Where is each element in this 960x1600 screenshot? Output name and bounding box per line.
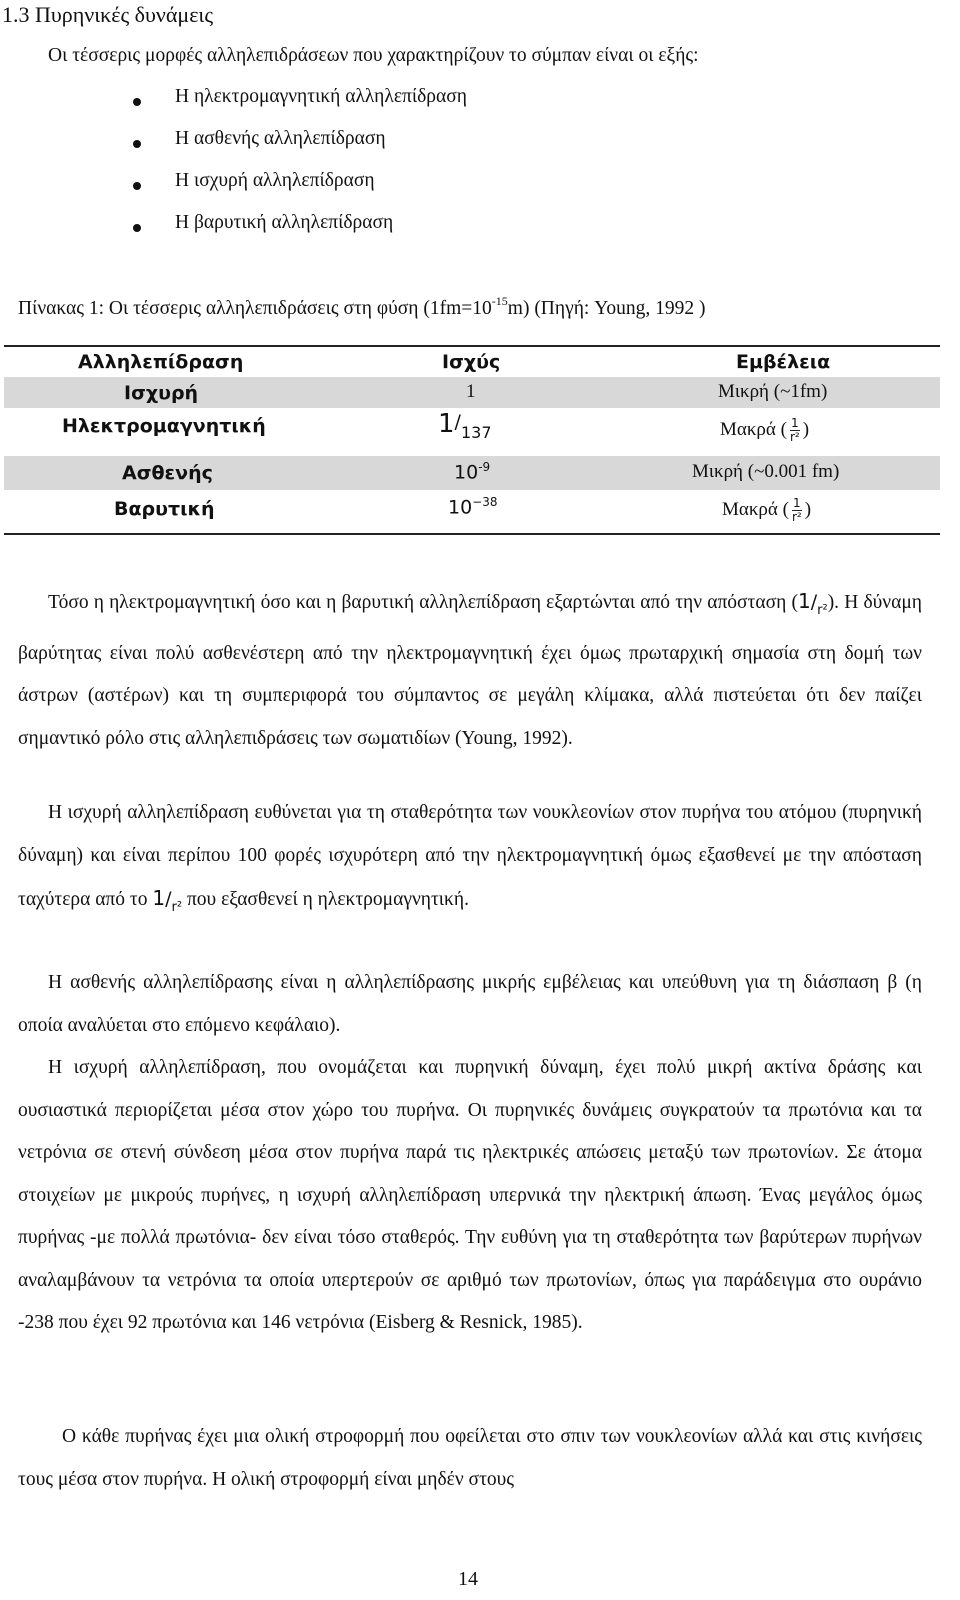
- list-item: [0, 170, 960, 212]
- caption-text: Πίνακας 1: Οι τέσσερις αλληλεπιδράσεις στη φύση (1fm=10: [18, 298, 492, 319]
- cell-interaction-name: Ισχυρή: [124, 382, 199, 404]
- paragraph: [18, 792, 922, 930]
- cell-strength-power: [454, 460, 490, 483]
- paragraph-text: Η ισχυρή αλληλεπίδραση, που ονομάζεται και πυρηνική δύναμη, έχει πολύ μικρή ακτίνα δράσης και ουσιαστικά περιορίζεται μέσα στον χώρο του πυρήνα. Οι πυρηνικές δυνάμεις συγκρατούν τα πρωτόνια και τα νετρόνια σε στενή σύνδεση μέσα στον πυρήνα παρά τις ηλεκτρικές απώσεις μεταξύ των πρωτονίων. Σε άτομα στοιχείων με μικρούς πυρήνες, η ισχυρή αλληλεπίδραση υπερνικά την ηλεκτρική άπωση. Ένας μεγάλος όμως πυρήνας -με πολλά πρωτόνια- δεν είναι τόσο σταθερός. Την ευθύνη για τη σταθερότητα των βαρύτερων πυρήνων αναλαμβάνουν τα νετρόνια τα οποία υπερτερούν σε αριθμό των πρωτονίων, όπως για παράδειγμα στο ουράνιο -238 που έχει 92 πρωτόνια και 146 νετρόνια (Eisberg & Resnick, 1985).: [18, 1057, 922, 1333]
- bullet-icon: [133, 182, 141, 190]
- fraction-denominator: r²: [171, 900, 183, 915]
- caption-exponent: -15: [491, 294, 508, 308]
- paragraph-text: Τόσο η ηλεκτρομαγνητική όσο και η βαρυτική αλληλεπίδραση εξαρτώνται από την απόσταση (: [48, 592, 798, 613]
- page-number: 14: [458, 1568, 478, 1590]
- fraction-denominator: 137: [460, 423, 492, 442]
- column-header-range: Εμβέλεια: [736, 351, 831, 373]
- interaction-list: [0, 86, 960, 254]
- table-top-rule: [4, 345, 940, 347]
- fraction-denominator: r²: [817, 603, 828, 618]
- list-item: [0, 128, 960, 170]
- range-fraction: [792, 497, 802, 524]
- paragraph: [18, 580, 922, 760]
- cell-range: [720, 417, 809, 444]
- paragraph-text: Ο κάθε πυρήνας έχει μια ολική στροφορμή που οφείλεται στο σπιν των νουκλεονίων αλλά και στις κινήσεις τους μέσα στον πυρήνα. Η ολική στροφορμή είναι μηδέν στους: [18, 1426, 922, 1490]
- bullet-icon: [133, 98, 141, 106]
- range-suffix: ): [802, 418, 810, 440]
- list-item-text: Η ηλεκτρομαγνητική αλληλεπίδραση: [175, 86, 467, 107]
- fraction-numerator: 1: [792, 496, 801, 510]
- cell-strength: 1: [466, 381, 476, 402]
- range-suffix: ): [804, 498, 812, 520]
- paragraph-text: Η ισχυρή αλληλεπίδραση ευθύνεται για τη σταθερότητα των νουκλεονίων στον πυρήνα του ατόμου (πυρηνική δύναμη) και είναι περίπου 100 φορές ισχυρότερη από την ηλεκτρομαγνητική όμως εξασθενεί με την απόσταση ταχύτερα από το: [18, 802, 922, 910]
- column-header-interaction: Αλληλεπίδραση: [78, 351, 244, 373]
- list-item-text: Η ισχυρή αλληλεπίδραση: [175, 170, 375, 191]
- column-header-strength: Ισχύς: [442, 351, 501, 373]
- fraction-numerator: 1: [790, 416, 799, 430]
- interactions-table: [4, 345, 940, 535]
- cell-interaction-name: Βαρυτική: [114, 498, 215, 520]
- table-bottom-rule: [4, 533, 940, 535]
- paragraph: [18, 1047, 922, 1345]
- range-prefix: Μακρά (: [720, 418, 787, 440]
- caption-text-end: m) (Πηγή: Young, 1992 ): [507, 298, 706, 319]
- range-fraction: [790, 417, 800, 444]
- list-item-text: Η ασθενής αλληλεπίδραση: [175, 128, 386, 149]
- paragraph: [18, 1416, 922, 1501]
- cell-interaction-name: Ασθενής: [122, 462, 213, 484]
- fraction-numerator: 1: [152, 886, 166, 910]
- table-caption: [18, 294, 706, 320]
- power-base: 10: [448, 496, 473, 519]
- intro-line: Οι τέσσερις μορφές αλληλεπιδράσεων που χαρακτηρίζουν το σύμπαν είναι οι εξής:: [48, 45, 699, 66]
- range-prefix: Μακρά (: [722, 498, 789, 520]
- section-heading: 1.3 Πυρηνικές δυνάμεις: [2, 2, 214, 27]
- fraction-numerator: 1: [797, 589, 811, 613]
- power-exponent: −38: [472, 495, 498, 509]
- list-item: [0, 86, 960, 128]
- fraction-numerator: 1: [438, 409, 455, 439]
- power-exponent: -9: [478, 460, 491, 474]
- cell-range: [722, 497, 811, 524]
- bullet-icon: [133, 224, 141, 232]
- paragraph-text: Η ασθενής αλληλεπίδρασης είναι η αλληλεπίδρασης μικρής εμβέλειας και υπεύθυνη για τη διάσπαση β (η οποία αναλύεται στο επόμενο κεφάλαιο).: [18, 972, 922, 1036]
- fraction-denominator: r²: [791, 510, 802, 524]
- paragraph: [18, 962, 922, 1047]
- cell-strength-power: [448, 495, 498, 518]
- list-item-text: Η βαρυτική αλληλεπίδραση: [175, 212, 394, 233]
- cell-range: Μικρή (~1fm): [718, 381, 828, 402]
- power-base: 10: [454, 461, 479, 484]
- inline-fraction: $1/_{r^2}$: [797, 589, 828, 618]
- list-item: [0, 212, 960, 254]
- cell-range: Μικρή (~0.001 fm): [692, 461, 840, 482]
- bullet-icon: [133, 140, 141, 148]
- cell-strength-fraction: $1/_{137}$: [438, 409, 492, 442]
- cell-interaction-name: Ηλεκτρομαγνητική: [62, 415, 266, 437]
- paragraph-text: ). Η δύναμη βαρύτητας είναι πολύ ασθενέστερη από την ηλεκτρομαγνητική έχει όμως πρωταρχική σημασία στη δομή των άστρων (αστέρων) και τη συμπεριφορά του σύμπαντος σε μεγάλη κλίμακα, αλλά πιστεύεται ότι δεν παίζει σημαντικό ρόλο στις αλληλεπιδράσεις των σωματιδίων (Young, 1992).: [18, 592, 922, 749]
- paragraph-text: που εξασθενεί η ηλεκτρομαγνητική.: [186, 889, 469, 910]
- inline-fraction: $1/_{r^2}$: [152, 886, 183, 915]
- fraction-denominator: r²: [789, 430, 800, 444]
